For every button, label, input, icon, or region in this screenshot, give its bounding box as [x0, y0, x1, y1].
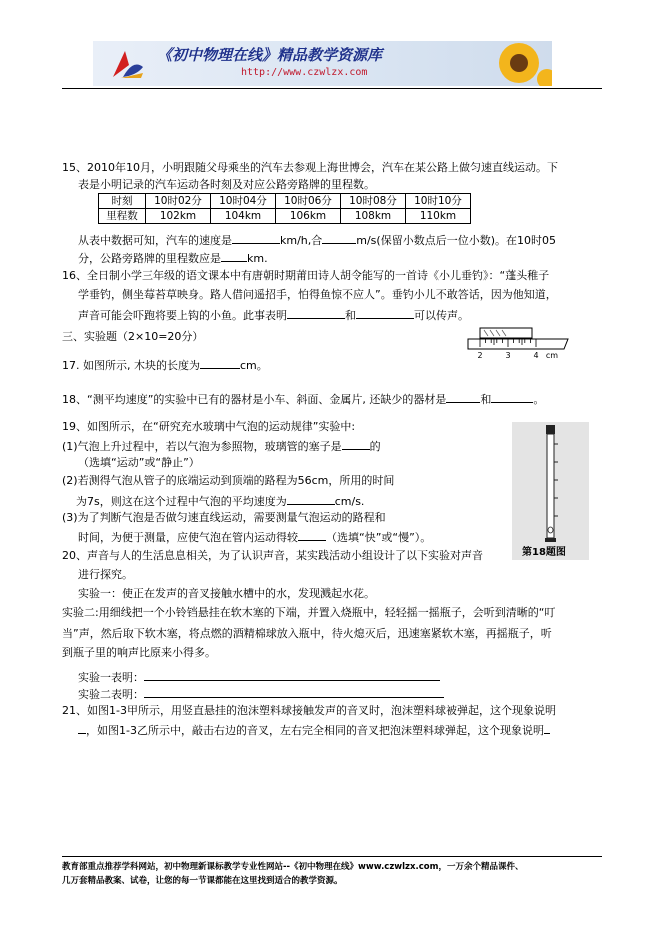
q20-line1: 20、声音与人的生活息息相关，为了认识声音，某实践活动小组设计了以下实验对声音	[62, 549, 483, 562]
q21-text: ，如图1-3乙所示中，敲击右边的音叉，左右完全相同的音叉把泡沫塑料球弹起，这个现象说明	[86, 724, 544, 737]
answer-blank[interactable]	[298, 528, 326, 541]
answer-blank[interactable]	[232, 231, 280, 244]
q16-text: 可以传声。	[414, 309, 469, 322]
table-cell: 10时08分	[341, 194, 406, 209]
answer-blank[interactable]	[221, 249, 247, 262]
ruler-tick-label: 4	[533, 351, 539, 360]
table-cell: 108km	[341, 209, 406, 224]
q15-text: m/s(保留小数点后一位小数)。在10时05	[356, 234, 556, 247]
q19-line2	[62, 437, 381, 455]
q18-text: 。	[533, 393, 545, 406]
q15-text: km/h,合	[280, 234, 323, 247]
q19-text: 为7s，则这在这个过程中气泡的平均速度为	[76, 495, 287, 508]
table-row	[99, 209, 471, 224]
glass-tube-figure	[512, 422, 589, 560]
banner-title: 《初中物理在线》精品教学资源库	[157, 46, 383, 64]
q20-line5: 当”声，然后取下软木塞，将点燃的酒精棉球放入瓶中，待火熄灭后，迅速塞紧软木塞，再摇瓶子，听	[62, 627, 552, 640]
q18-line	[62, 390, 544, 408]
table-cell: 10时10分	[406, 194, 471, 209]
q15-line1: 15、2010年10月，小明跟随父母乘坐的汽车去参观上海世博会，汽车在某公路上做匀速直线运动。下	[62, 161, 558, 174]
q16-line3	[78, 306, 469, 324]
q19-line3: （选填“运动”或“静止”）	[78, 456, 200, 469]
answer-blank[interactable]	[200, 356, 240, 369]
q19-line4: (2)若测得气泡从管子的底端运动到顶端的路程为56cm，所用的时间	[62, 474, 395, 487]
ruler-tick-label: 2	[477, 351, 483, 360]
q20-line3: 实验一：使正在发声的音叉接触水槽中的水，发现溅起水花。	[78, 587, 375, 600]
table-cell: 106km	[276, 209, 341, 224]
q15-text: 从表中数据可知，汽车的速度是	[78, 234, 232, 247]
table-cell: 10时06分	[276, 194, 341, 209]
ruler-figure	[466, 327, 570, 361]
q19-line5	[76, 492, 364, 510]
q20-line4: 实验二:用细线把一个小铃铛悬挂在软木塞的下端，并置入烧瓶中，轻轻摇一摇瓶子，会听到清晰的“叮	[62, 606, 556, 619]
q20-line8	[78, 685, 444, 703]
q16-text: 和	[345, 309, 356, 322]
q15-line3	[78, 231, 556, 249]
speed-table	[98, 193, 471, 224]
q20-line2: 进行探究。	[78, 568, 133, 581]
q16-text: 声音可能会吓跑将要上钩的小鱼。此事表明	[78, 309, 287, 322]
q17-line	[62, 356, 268, 374]
q19-text: 的	[369, 440, 381, 453]
table-cell: 110km	[406, 209, 471, 224]
ruler-tick-label: cm	[545, 351, 559, 360]
answer-blank[interactable]	[356, 306, 414, 319]
q19-text: cm/s.	[334, 495, 365, 508]
q17-text: 17. 如图所示, 木块的长度为	[62, 359, 200, 372]
table-cell: 10时02分	[146, 194, 211, 209]
q17-text: cm。	[239, 359, 268, 372]
footer-rule	[62, 856, 602, 857]
q15-line4	[78, 249, 268, 267]
q20-line6: 到瓶子里的响声比原来小得多。	[62, 646, 216, 659]
table-cell: 10时04分	[211, 194, 276, 209]
q15-text: km.	[247, 252, 268, 265]
answer-blank[interactable]	[144, 685, 444, 698]
table-cell: 102km	[146, 209, 211, 224]
site-logo-icon	[107, 47, 147, 81]
q19-text: (1)气泡上升过程中，若以气泡为参照物，玻璃管的塞子是	[62, 440, 342, 453]
answer-blank[interactable]	[342, 437, 370, 450]
glass-tube-icon	[512, 422, 589, 546]
footer-line2: 几万套精品教案、试卷，让您的每一节课都能在这里找到适合的教学资源。	[62, 876, 343, 886]
ruler-tick-label: 3	[505, 351, 511, 360]
answer-blank[interactable]	[322, 231, 356, 244]
q19-line1: 19、如图所示，在“研究充水玻璃中气泡的运动规律”实验中:	[62, 420, 356, 433]
q20-text: 实验二表明：	[78, 688, 144, 701]
q20-text: 实验一表明：	[78, 671, 144, 684]
banner-url[interactable]: http://www.czwlzx.com	[241, 67, 368, 78]
answer-blank[interactable]	[144, 668, 440, 681]
section-title: 三、实验题（2×10=20分）	[62, 330, 204, 343]
q19-line6: (3)为了判断气泡是否做匀速直线运动，需要测量气泡运动的路程和	[62, 511, 386, 524]
q21-line2	[78, 721, 550, 739]
q21-line1: 21、如图1-3甲所示，用竖直悬挂的泡沫塑料球接触发声的音叉时，泡沫塑料球被弹起，这个现象说明	[62, 704, 556, 717]
q18-text: 和	[480, 393, 492, 406]
header-banner	[93, 41, 552, 86]
answer-blank[interactable]	[491, 390, 533, 403]
answer-blank[interactable]	[78, 721, 86, 734]
footer-line1: 教育部重点推荐学科网站，初中物理新课标教学专业性网站--《初中物理在线》www.czwlzx.com，一万余个精品课件、	[62, 862, 524, 872]
sunflower-icon	[487, 41, 552, 86]
table-row	[99, 194, 471, 209]
q20-line7	[78, 668, 440, 686]
q16-line1: 16、全日制小学三年级的语文课本中有唐朝时期莆田诗人胡令能写的一首诗《小儿垂钓》：“蓬头稚子	[62, 269, 550, 282]
table-cell: 里程数	[99, 209, 146, 224]
q16-line2: 学垂钓，侧坐莓苔草映身。路人借问遥招手，怕得鱼惊不应人”。垂钓小儿不敢答话，因为他知道，	[78, 288, 557, 301]
table-cell: 104km	[211, 209, 276, 224]
q18-text: 18、“测平均速度”的实验中已有的器材是小车、斜面、金属片, 还缺少的器材是	[62, 393, 447, 406]
q15-line2: 表是小明记录的汽车运动各时刻及对应公路旁路牌的里程数。	[78, 178, 375, 191]
q19-text: （选填“快”或“慢”）。	[326, 531, 432, 544]
q19-line7	[78, 528, 431, 546]
q15-text: 分，公路旁路牌的里程数应是	[78, 252, 221, 265]
answer-blank[interactable]	[446, 390, 480, 403]
figure-caption: 第18题图	[522, 547, 566, 558]
answer-blank[interactable]	[287, 306, 345, 319]
answer-blank[interactable]	[287, 492, 335, 505]
answer-blank[interactable]	[544, 721, 550, 734]
table-cell: 时刻	[99, 194, 146, 209]
q19-text: 时间，为便于测量，应使气泡在管内运动得较	[78, 531, 298, 544]
header-rule	[62, 88, 602, 89]
